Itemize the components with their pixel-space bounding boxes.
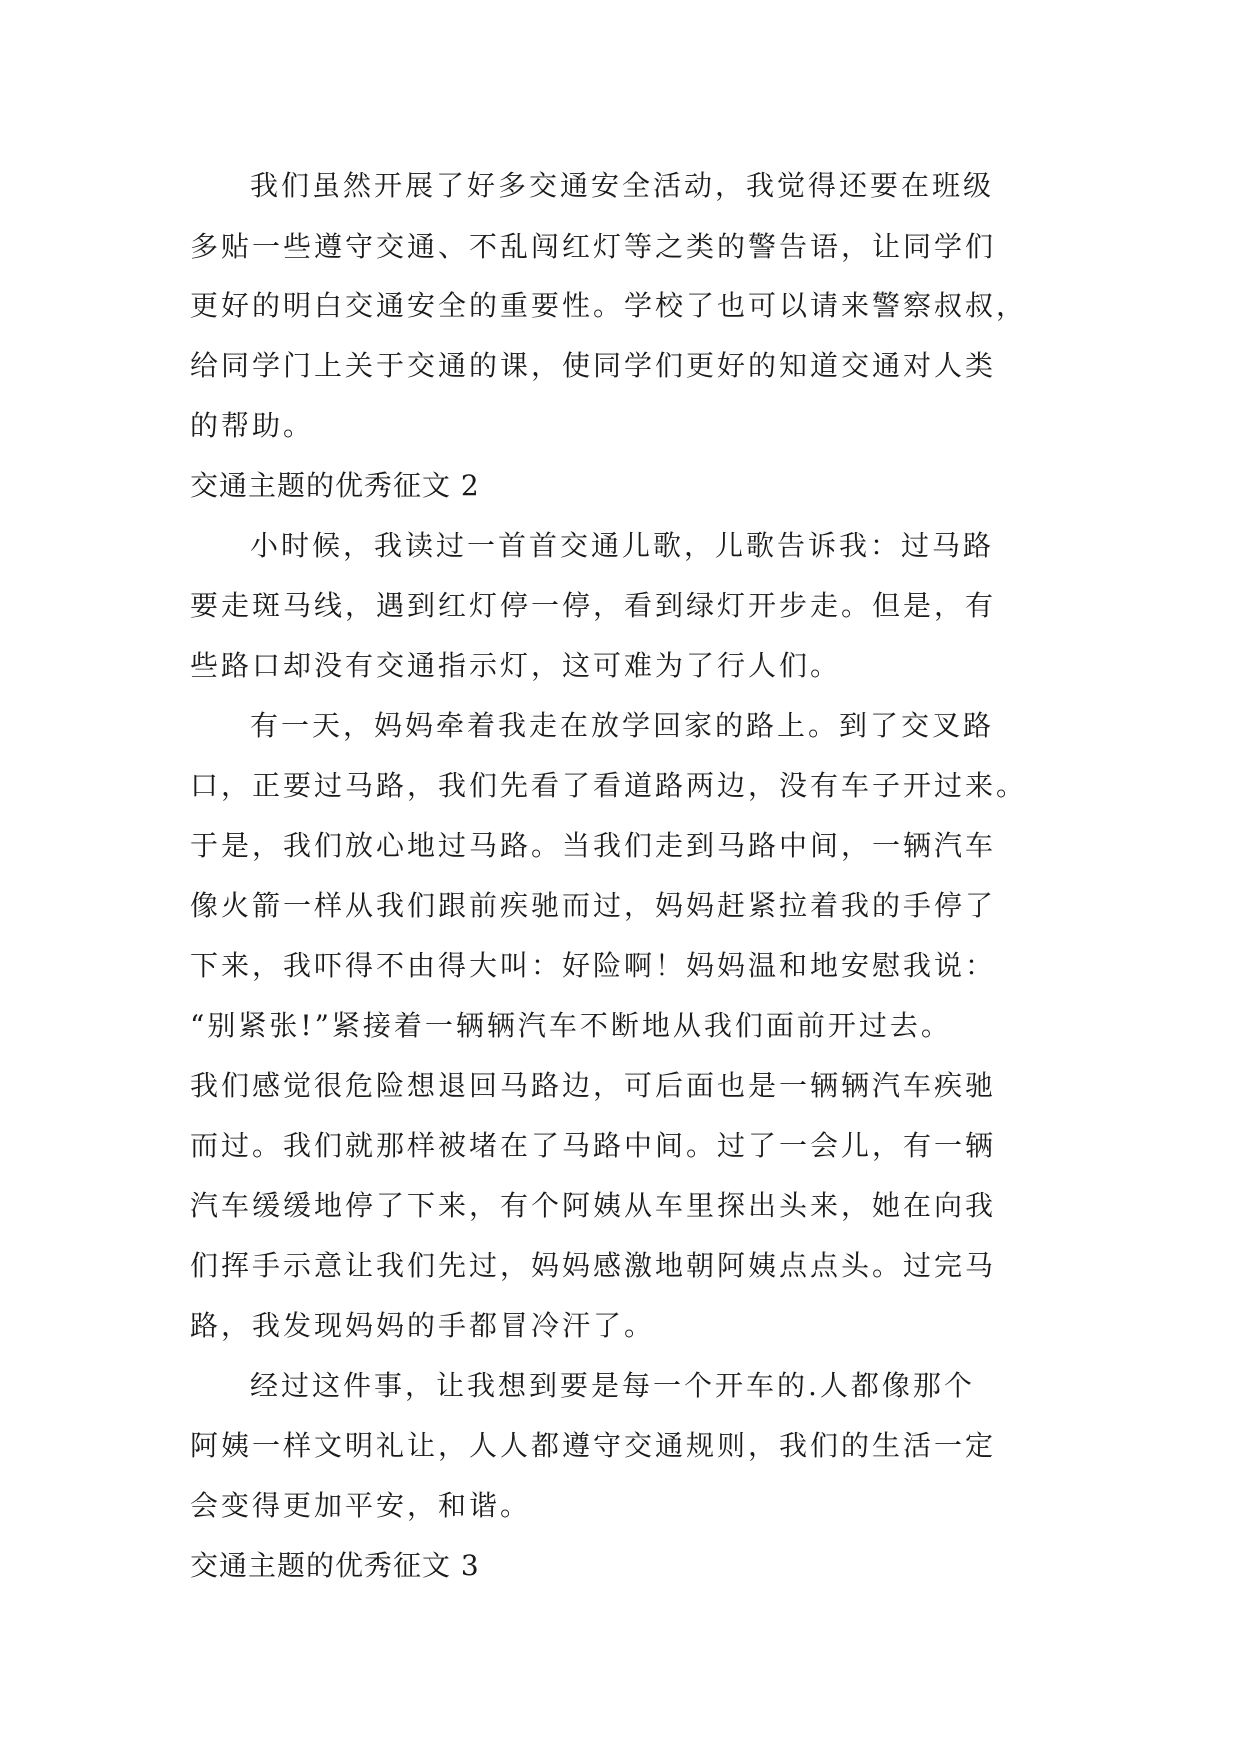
paragraph-line: 而过。我们就那样被堵在了马路中间。过了一会儿，有一辆: [190, 1129, 997, 1162]
paragraph-line: 小时候，我读过一首首交通儿歌，儿歌告诉我：过马路: [250, 529, 995, 562]
paragraph-line: 我们感觉很危险想退回马路边，可后面也是一辆辆汽车疾驰: [190, 1069, 997, 1102]
paragraph-line: 会变得更加平安，和谐。: [190, 1489, 532, 1522]
paragraph-line: “别紧张!”紧接着一辆辆汽车不断地从我们面前开过去。: [190, 1009, 952, 1042]
paragraph-line: 阿姨一样文明礼让，人人都遵守交通规则，我们的生活一定: [190, 1429, 997, 1462]
paragraph-line: 有一天，妈妈牵着我走在放学回家的路上。到了交叉路: [250, 709, 995, 742]
paragraph-line: 的帮助。: [190, 409, 315, 442]
paragraph-line: 们挥手示意让我们先过，妈妈感激地朝阿姨点点头。过完马: [190, 1249, 997, 1282]
paragraph-line: 于是，我们放心地过马路。当我们走到马路中间，一辆汽车: [190, 829, 997, 862]
paragraph-line: 更好的明白交通安全的重要性。学校了也可以请来警察叔叔，: [190, 289, 1028, 322]
paragraph-line: 我们虽然开展了好多交通安全活动，我觉得还要在班级: [250, 169, 995, 202]
paragraph-line: 下来，我吓得不由得大叫：好险啊！妈妈温和地安慰我说：: [190, 949, 997, 982]
paragraph-line: 些路口却没有交通指示灯，这可难为了行人们。: [190, 649, 842, 682]
paragraph-line: 像火箭一样从我们跟前疾驰而过，妈妈赶紧拉着我的手停了: [190, 889, 997, 922]
paragraph-line: 汽车缓缓地停了下来，有个阿姨从车里探出头来，她在向我: [190, 1189, 997, 1222]
section-heading: 交通主题的优秀征文 3: [190, 1549, 480, 1582]
paragraph-line: 口，正要过马路，我们先看了看道路两边，没有车子开过来。: [190, 769, 1028, 802]
paragraph-line: 经过这件事，让我想到要是每一个开车的.人都像那个: [250, 1369, 975, 1402]
section-heading: 交通主题的优秀征文 2: [190, 469, 480, 502]
paragraph-line: 要走斑马线，遇到红灯停一停，看到绿灯开步走。但是，有: [190, 589, 997, 622]
paragraph-line: 路，我发现妈妈的手都冒冷汗了。: [190, 1309, 656, 1342]
paragraph-line: 给同学门上关于交通的课，使同学们更好的知道交通对人类: [190, 349, 997, 382]
paragraph-line: 多贴一些遵守交通、不乱闯红灯等之类的警告语，让同学们: [190, 230, 997, 263]
